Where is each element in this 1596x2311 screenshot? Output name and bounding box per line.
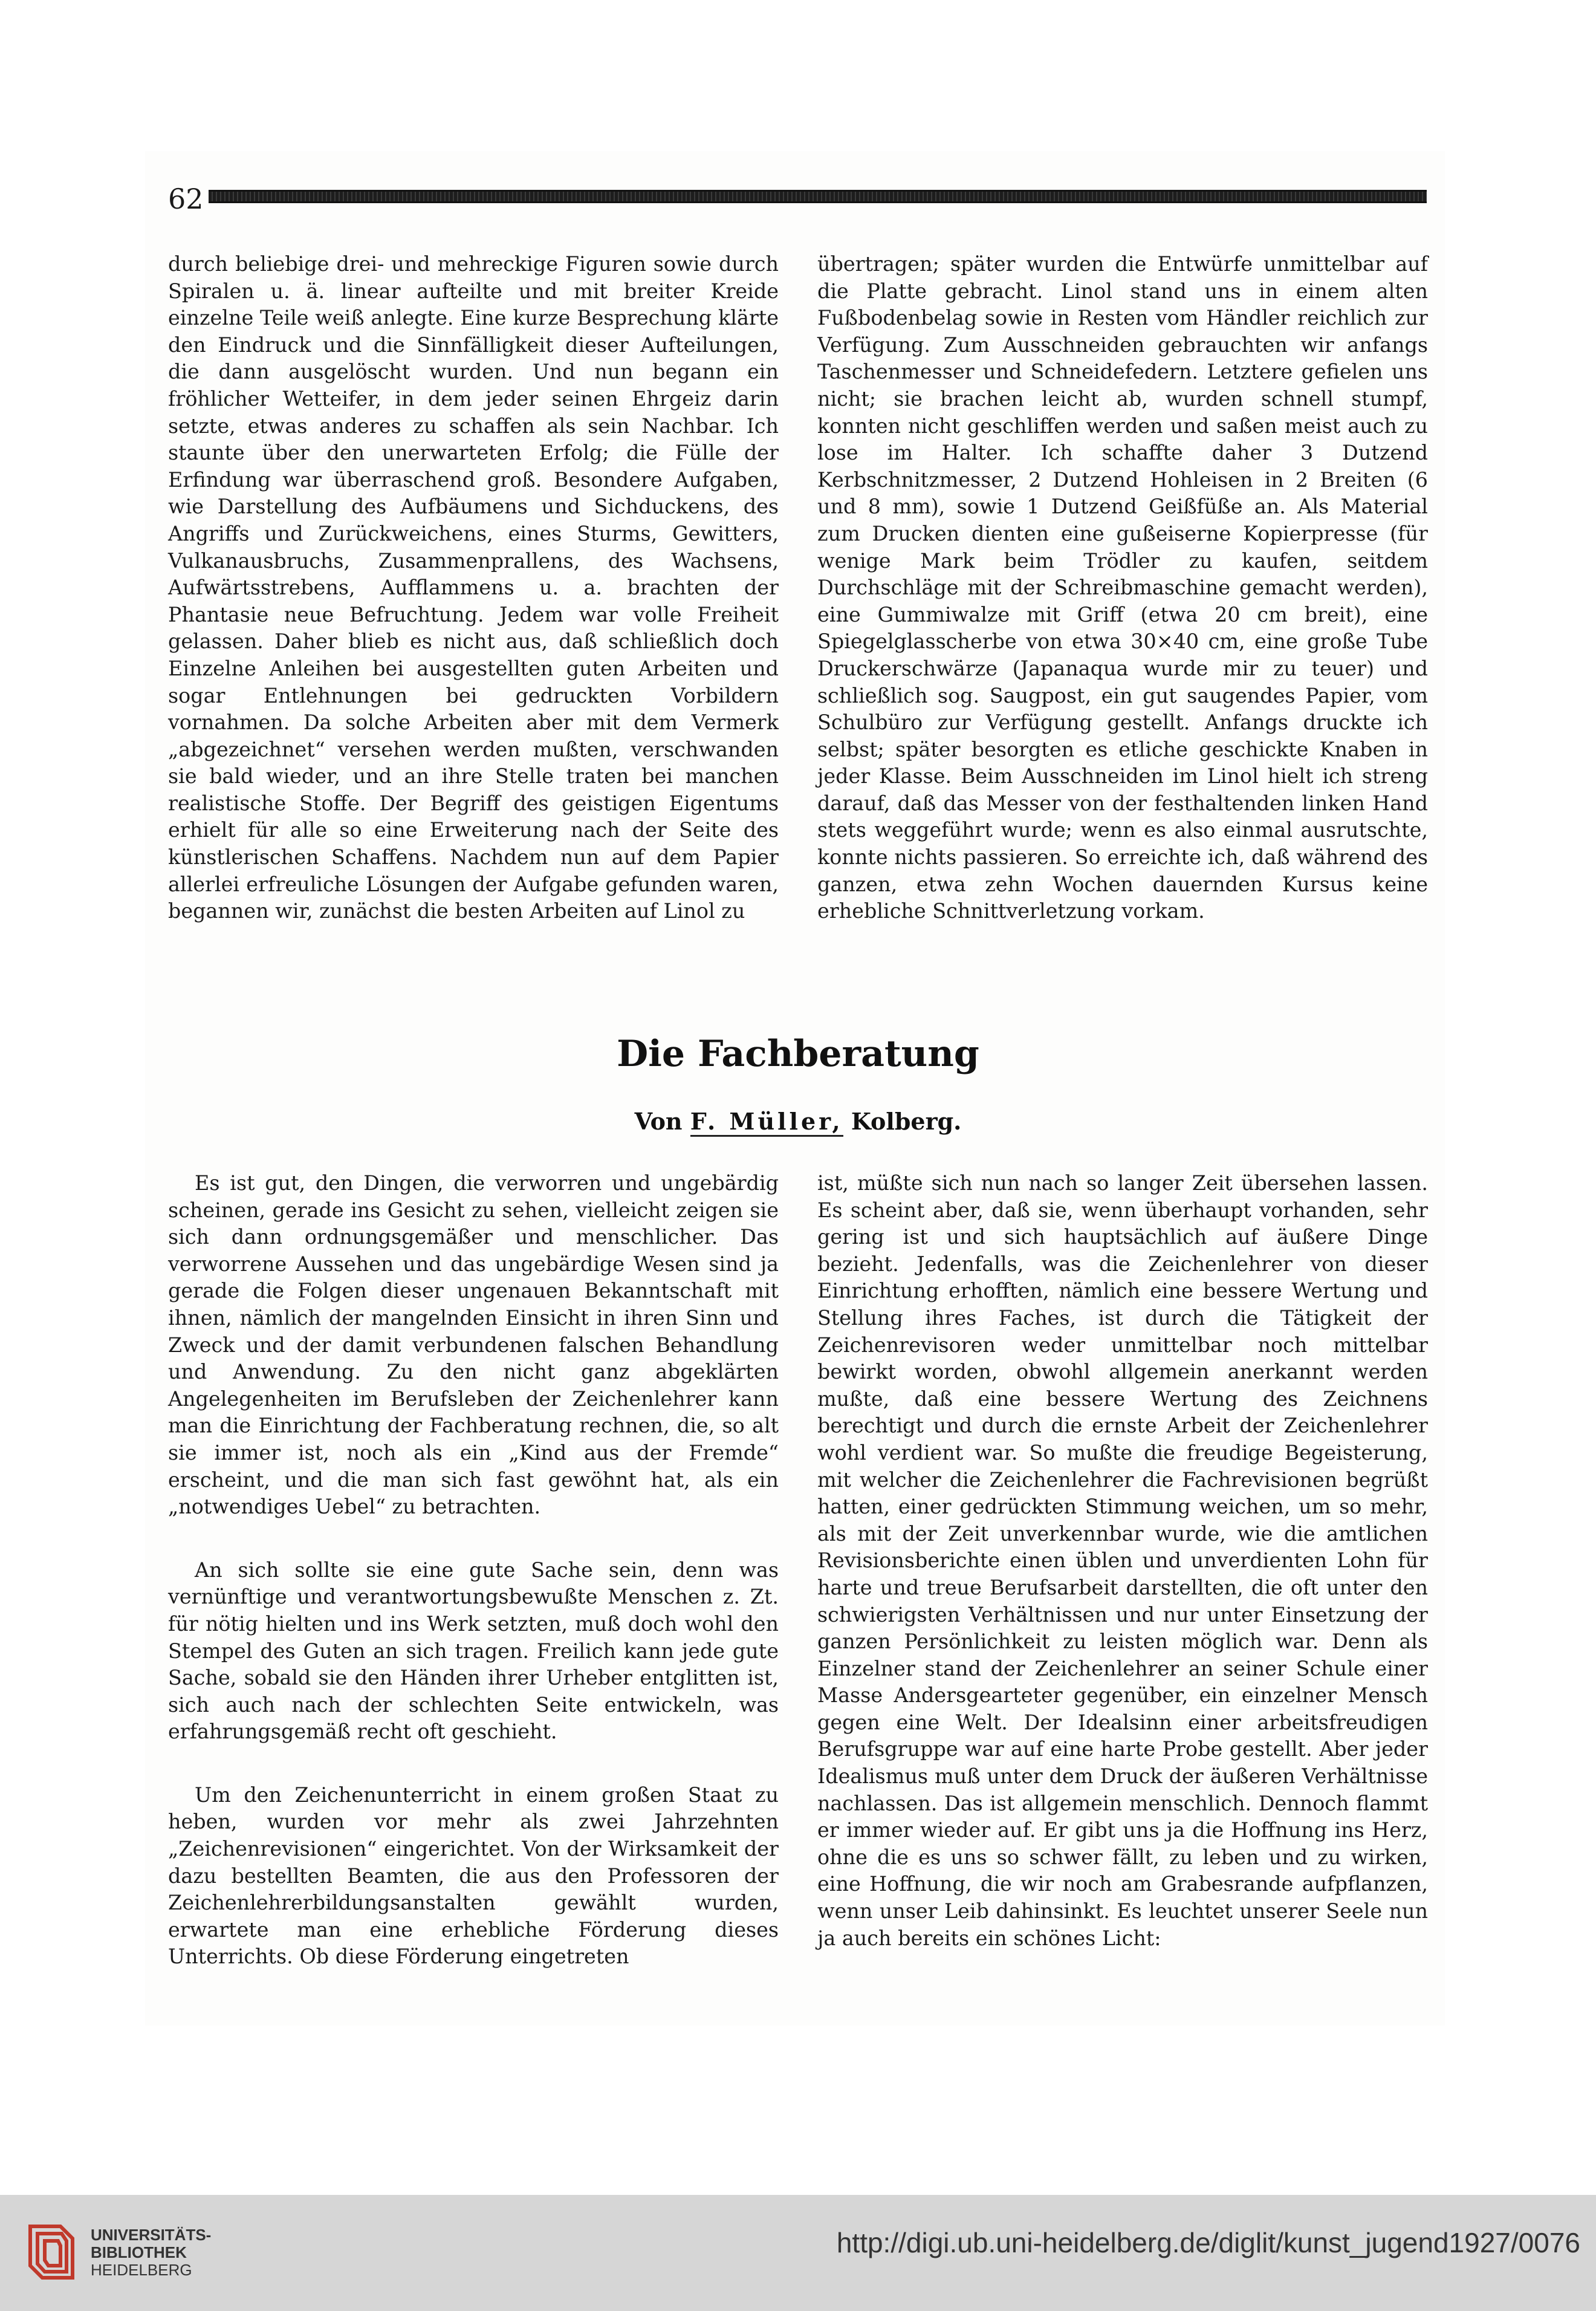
article2-right-paragraph-1: ist, müßte sich nun nach so langer Zeit übersehen lassen. Es scheint aber, daß sie, wenn überhaupt vorhanden, sehr gering ist und sich hauptsächlich auf äußere Dinge bezieht. Jedenfalls, was die Zeichenlehrer von dieser Einrichtung erhofften, nämlich eine bessere Wertung und Stellung ihres Faches, ist durch die Tätigkeit der Zeichenrevisoren weder unmittelbar noch mittelbar bewirkt worden, obwohl allgemein anerkannt werden mußte, daß eine bessere Wertung des Zeichnens berechtigt und durch die ernste Arbeit der Zeichenlehrer wohl verdient war. So mußte die freudige Begeisterung, mit welcher die Zeichenlehrer die Fachrevisionen begrüßt hatten, einer gedrückten Stimmung weichen, um so mehr, als mit der Zeit unverkennbar wurde, wie die amtlichen Revisionsberichte einen üblen und unverdienten Lohn für harte und treue Berufsarbeit darstellten, die oft unter den schwierigsten Verhältnissen und nur unter Einsetzung der ganzen Persönlichkeit zu leisten möglich war. Denn als Einzelner stand der Zeichenlehrer an seiner Schule einer Masse Andersgearteter gegenüber, ein einzelner Mensch gegen eine Welt. Der Idealsinn einer arbeitsfreudigen Berufsgruppe war auf eine harte Probe gestellt. Aber jeder Idealismus muß unter dem Druck der äußeren Verhältnisse nachlassen. Das ist allgemein menschlich. Dennoch flammt er immer wieder auf. Er gibt uns ja die Hoffnung ins Herz, ohne die es uns so schwer fällt, zu leben und zu wirken, eine Hoffnung, die wir noch am Grabesrande aufpflanzen, wenn unser Leib dahinsinkt. Es leuchtet unserer Seele nun ja auch bereits ein schönes Licht: xyxy=(817,1171,1428,1950)
article2-left-paragraph-3: Um den Zeichenunterricht in einem großen Staat zu heben, wurden vor mehr als zwei Jahrzehnten „Zeichenrevisionen“ eingerichtet. Von der Wirksamkeit der dazu bestellten Beamten, die aus den Professoren der Zeichenlehrerbildungsanstalten gewählt wurden, erwartete man eine erhebliche Förderung dieses Unterrichts. Ob diese Förderung eingetreten xyxy=(168,1783,779,1969)
header-rule xyxy=(209,190,1427,203)
article2-left-column xyxy=(168,1170,779,1971)
viewer-footer xyxy=(0,2195,1596,2311)
article2-left-paragraph-2: An sich sollte sie eine gute Sache sein, denn was vernünftige und verantwortungsbewußte Menschen z. Zt. für nötig hielten und ins Werk setzten, muß doch wohl den Stempel des Guten an sich tragen. Freilich kann jede gute Sache, sobald sie den Händen ihrer Urheber entglitten ist, sich auch nach der schlechten Seite entwickeln, was erfahrungsgemäß recht oft geschieht. xyxy=(168,1558,779,1744)
article1-left-paragraph-1: durch beliebige drei- und mehreckige Figuren sowie durch Spiralen u. ä. linear aufteilte und mit breiter Kreide einzelne Teile weiß anlegte. Eine kurze Besprechung klärte den Eindruck und die Sinnfälligkeit dieser Aufteilungen, die dann ausgelöscht wurden. Und nun begann ein fröhlicher Wetteifer, in dem jeder seinen Ehrgeiz darin setzte, etwas anderes zu schaffen als sein Nachbar. Ich staunte über den unerwarteten Erfolg; die Fülle der Erfindung war überraschend groß. Besondere Aufgaben, wie Darstellung des Aufbäumens und Sichduckens, des Angriffs und Zurückweichens, eines Sturms, Gewitters, Vulkanausbruchs, Zusammenprallens, des Wachsens, Aufwärtsstrebens, Aufflammens u. a. brachten der Phantasie neue Befruchtung. Jedem war volle Freiheit gelassen. Daher blieb es nicht aus, daß schließlich doch Einzelne Anleihen bei ausgestellten guten Arbeiten und sogar Entlehnungen bei gedruckten Vorbildern vornahmen. Da solche Arbeiten aber mit dem Vermerk „abgezeichnet“ versehen werden mußten, verschwanden sie bald wieder, und an ihre Stelle traten bei manchen realistische Stoffe. Der Begriff des geistigen Eigentums erhielt für alle so eine Erweiterung nach der Seite des künstlerischen Schaffens. Nachdem nun auf dem Papier allerlei erfreuliche Lösungen der Aufgabe gefunden waren, begannen wir, zunächst die besten Arbeiten auf Linol zu xyxy=(168,252,779,923)
library-logo-icon xyxy=(18,2214,85,2290)
article1-right-column xyxy=(817,251,1428,925)
article1-left-column xyxy=(168,251,779,925)
library-name-line-1: UNIVERSITÄTS- xyxy=(91,2226,212,2244)
library-name-line-2: BIBLIOTHEK xyxy=(91,2243,187,2261)
article-byline xyxy=(0,1108,1596,1135)
paragraph-gap xyxy=(168,1521,779,1557)
article2-right-column xyxy=(817,1170,1428,1952)
page-number: 62 xyxy=(168,183,204,215)
library-name xyxy=(91,2226,211,2279)
byline-author: F. Müller, xyxy=(690,1108,843,1137)
article2-left-paragraph-1: Es ist gut, den Dingen, die verworren und ungebärdig scheinen, gerade ins Gesicht zu sehen, vielleicht zeigen sie sich dann ordnungsgemäßer und menschlicher. Das verworrene Aussehen und das ungebärdige Wesen sind ja gerade die Folgen dieser ungenauen Bekanntschaft mit ihnen, nämlich der mangelnden Einsicht in ihren Sinn und Zweck und der damit verbundenen falschen Behandlung und Anwendung. Zu den nicht ganz abgeklärten Angelegenheiten im Berufsleben der Zeichenlehrer kann man die Einrichtung der Fachberatung rechnen, die, so alt sie immer ist, noch als ein „Kind aus der Fremde“ erscheint, und die man sich fast gewöhnt hat, als ein „notwendiges Uebel“ zu betrachten. xyxy=(168,1171,779,1519)
article1-right-paragraph-1: übertragen; später wurden die Entwürfe unmittelbar auf die Platte gebracht. Linol stand uns in einem alten Fußbodenbelag sowie in Resten vom Händler reichlich zur Verfügung. Zum Ausschneiden gebrauchten wir anfangs Taschenmesser und Schneidefedern. Letztere gefielen uns nicht; sie brachen leicht ab, wurden schnell stumpf, konnten nicht geschliffen werden und saßen meist auch zu lose im Halter. Ich schaffte daher 3 Dutzend Kerbschnitzmesser, 2 Dutzend Hohleisen in 2 Breiten (6 und 8 mm), sowie 1 Dutzend Geißfüße an. Als Material zum Drucken dienten eine gußeiserne Kopierpresse (für wenige Mark beim Trödler zu kaufen, seitdem Durchschläge mit der Schreibmaschine gemacht werden), eine Gummiwalze mit Griff (etwa 20 cm breit), eine Spiegelglasscherbe von etwa 30×40 cm, eine große Tube Druckerschwärze (Japanaqua wurde mir zu teuer) und schließlich sog. Saugpost, ein gut saugendes Papier, vom Schulbüro zur Verfügung gestellt. Anfangs druckte ich selbst; später besorgten es etliche geschickte Knaben in jeder Klasse. Beim Ausschneiden im Linol hielt ich streng darauf, daß das Messer von der festhaltenden linken Hand stets weggeführt wurde; wenn es also einmal ausrutschte, konnte nichts passieren. So erreichte ich, daß während des ganzen, etwa zehn Wochen dauernden Kursus keine erhebliche Schnittverletzung vorkam. xyxy=(817,252,1428,923)
byline-place: Kolberg. xyxy=(851,1108,962,1135)
article-title: Die Fachberatung xyxy=(617,1033,979,1075)
byline-prefix: Von xyxy=(634,1108,683,1135)
paragraph-gap xyxy=(168,1746,779,1782)
library-name-line-3: HEIDELBERG xyxy=(91,2261,192,2279)
source-url-link[interactable]: http://digi.ub.uni-heidelberg.de/diglit/kunst_jugend1927/0076 xyxy=(836,2227,1580,2258)
